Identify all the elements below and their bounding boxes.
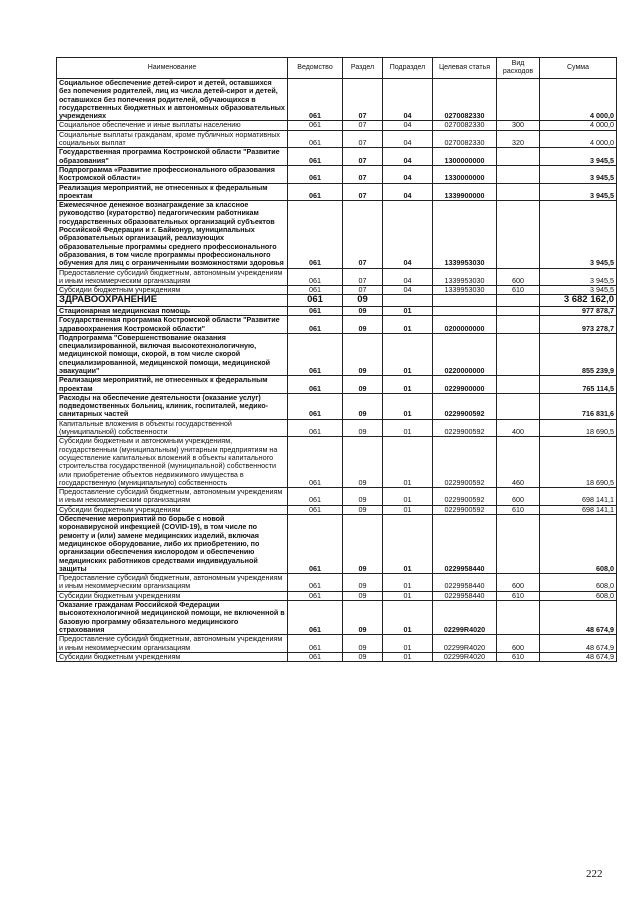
column-header-target-article: Целевая статья [433,58,497,79]
table-row [57,306,617,315]
department-code: 061 [288,201,343,268]
section-code: 09 [343,419,383,437]
amount: 716 831,6 [540,393,617,419]
target-article-code: 1339953030 [433,286,497,295]
table-row [57,268,617,286]
item-name: Субсидии бюджетным учреждениям [57,652,288,661]
section-code: 09 [343,652,383,661]
department-code: 061 [288,165,343,183]
subsection-code: 04 [383,201,433,268]
target-article-code: 02299R4020 [433,601,497,635]
table-row [57,121,617,130]
department-code: 061 [288,393,343,419]
amount: 608,0 [540,515,617,574]
table-row [57,437,617,488]
section-code: 07 [343,130,383,148]
department-code: 061 [288,268,343,286]
target-article-code: 0270082330 [433,130,497,148]
amount: 855 239,9 [540,333,617,375]
department-code: 061 [288,376,343,394]
subsection-code: 01 [383,591,433,600]
table-row [57,419,617,437]
subsection-code: 04 [383,268,433,286]
subsection-code: 01 [383,376,433,394]
section-code: 07 [343,79,383,121]
department-code: 061 [288,515,343,574]
item-name: Подпрограмма "Совершенствование оказания специализированной, включая высокотехнологичную, медицинской помощи, скорой, в том числе скорой специализированной, медицинской помощи, медицинской эвакуации" [57,333,288,375]
target-article-code: 0229900592 [433,505,497,514]
column-header-subsection: Подраздел [383,58,433,79]
target-article-code: 0270082330 [433,79,497,121]
target-article-code: 1339900000 [433,183,497,201]
section-code: 09 [343,488,383,506]
subsection-code: 01 [383,306,433,315]
table-row [57,515,617,574]
header-row [57,58,617,79]
subsection-code: 04 [383,165,433,183]
section-code: 09 [343,393,383,419]
amount: 3 945,5 [540,201,617,268]
table-row [57,183,617,201]
department-code: 061 [288,437,343,488]
table-row [57,148,617,166]
table-row [57,165,617,183]
table-row [57,488,617,506]
section-code: 09 [343,437,383,488]
department-code: 061 [288,635,343,653]
target-article-code: 0229900592 [433,393,497,419]
department-code: 061 [288,591,343,600]
target-article-code [433,306,497,315]
department-code: 061 [288,79,343,121]
subsection-code: 01 [383,393,433,419]
expense-type-code: 600 [497,488,540,506]
target-article-code: 0229958440 [433,515,497,574]
department-code: 061 [288,574,343,592]
table-row [57,601,617,635]
expense-type-code: 460 [497,437,540,488]
table-row [57,295,617,307]
department-code: 061 [288,488,343,506]
subsection-code [383,295,433,307]
expense-type-code [497,183,540,201]
item-name: Расходы на обеспечение деятельности (оказание услуг) подведомственных больниц, клиник, госпиталей, медико-санитарных частей [57,393,288,419]
amount: 3 682 162,0 [540,295,617,307]
item-name: Субсидии бюджетным учреждениям [57,591,288,600]
amount: 698 141,1 [540,488,617,506]
section-code: 07 [343,268,383,286]
section-code: 09 [343,601,383,635]
column-header-expense-type: Вид расходов [497,58,540,79]
target-article-code: 0270082330 [433,121,497,130]
amount: 4 000,0 [540,121,617,130]
section-code: 09 [343,306,383,315]
target-article-code: 1330000000 [433,165,497,183]
amount: 765 114,5 [540,376,617,394]
expense-type-code: 300 [497,121,540,130]
section-code: 07 [343,148,383,166]
item-name: Реализация мероприятий, не отнесенных к федеральным проектам [57,376,288,394]
subsection-code: 01 [383,437,433,488]
item-name: Социальное обеспечение и иные выплаты населению [57,121,288,130]
table-row [57,505,617,514]
item-name: Предоставление субсидий бюджетным, автономным учреждениям и иным некоммерческим организациям [57,268,288,286]
amount: 977 878,7 [540,306,617,315]
column-header-section: Раздел [343,58,383,79]
subsection-code: 04 [383,121,433,130]
department-code: 061 [288,419,343,437]
amount: 608,0 [540,591,617,600]
target-article-code: 0229900592 [433,437,497,488]
department-code: 061 [288,333,343,375]
amount: 18 690,5 [540,437,617,488]
item-name: Государственная программа Костромской области "Развитие образования" [57,148,288,166]
amount: 4 000,0 [540,79,617,121]
section-code: 09 [343,505,383,514]
target-article-code: 02299R4020 [433,652,497,661]
expense-type-code: 610 [497,505,540,514]
expense-type-code: 600 [497,268,540,286]
subsection-code: 04 [383,79,433,121]
expense-type-code [497,148,540,166]
column-header-department: Ведомство [288,58,343,79]
target-article-code: 0229958440 [433,591,497,600]
section-code: 09 [343,295,383,307]
table-row [57,393,617,419]
table-body [57,79,617,662]
item-name: Субсидии бюджетным и автономным учреждениям, государственным (муниципальным) унитарным предприятиям на осуществление капитальных вложений в объекты капитального строительства государственной (муниципальной) собственности или приобретение объектов недвижимого имущества в государственную (муниципальную) собственность [57,437,288,488]
section-code: 07 [343,165,383,183]
item-name: Стационарная медицинская помощь [57,306,288,315]
section-code: 07 [343,201,383,268]
department-code: 061 [288,295,343,307]
table-row [57,201,617,268]
item-name: ЗДРАВООХРАНЕНИЕ [57,295,288,307]
amount: 3 945,5 [540,268,617,286]
amount: 3 945,5 [540,165,617,183]
expense-type-code [497,79,540,121]
section-code: 09 [343,635,383,653]
expense-type-code [497,201,540,268]
subsection-code: 04 [383,130,433,148]
amount: 3 945,5 [540,148,617,166]
expense-type-code [497,165,540,183]
subsection-code: 01 [383,574,433,592]
expense-type-code [497,333,540,375]
item-name: Ежемесячное денежное вознаграждение за классное руководство (кураторство) педагогическим работникам государственных образовательных организаций субъектов Российской Федерации и г. Байконур, муниципальных образовательных организаций, реализующих образовательные программы среднего профессионального образования, в том числе программы профессионального обучения для лиц с ограниченными возможностями здоровья [57,201,288,268]
expense-type-code [497,601,540,635]
expense-type-code: 400 [497,419,540,437]
item-name: Капитальные вложения в объекты государственной (муниципальной) собственности [57,419,288,437]
target-article-code: 0220000000 [433,333,497,375]
table-row [57,591,617,600]
page-number: 222 [586,868,603,880]
subsection-code: 01 [383,488,433,506]
item-name: Социальное обеспечение детей-сирот и детей, оставшихся без попечения родителей, лиц из числа детей-сирот и детей, оставшихся без попечения родителей, обучающихся в государственных бюджетных и автономных образовательных учреждениях [57,79,288,121]
expense-type-code: 610 [497,286,540,295]
table-row [57,333,617,375]
expense-type-code: 610 [497,652,540,661]
section-code: 09 [343,515,383,574]
subsection-code: 04 [383,183,433,201]
department-code: 061 [288,183,343,201]
target-article-code: 1300000000 [433,148,497,166]
department-code: 061 [288,148,343,166]
amount: 698 141,1 [540,505,617,514]
target-article-code: 0229900592 [433,419,497,437]
column-header-amount: Сумма [540,58,617,79]
subsection-code: 01 [383,316,433,334]
amount: 3 945,5 [540,286,617,295]
amount: 608,0 [540,574,617,592]
subsection-code: 01 [383,515,433,574]
section-code: 07 [343,121,383,130]
department-code: 061 [288,601,343,635]
section-code: 09 [343,316,383,334]
target-article-code: 1339953030 [433,268,497,286]
department-code: 061 [288,286,343,295]
expense-type-code [497,393,540,419]
department-code: 061 [288,316,343,334]
section-code: 07 [343,286,383,295]
subsection-code: 01 [383,635,433,653]
department-code: 061 [288,652,343,661]
table-row [57,635,617,653]
item-name: Подпрограмма «Развитие профессионального образования Костромской области» [57,165,288,183]
item-name: Реализация мероприятий, не отнесенных к федеральным проектам [57,183,288,201]
table-row [57,130,617,148]
amount: 973 278,7 [540,316,617,334]
item-name: Предоставление субсидий бюджетным, автономным учреждениям и иным некоммерческим организациям [57,574,288,592]
table-row [57,376,617,394]
section-code: 09 [343,591,383,600]
item-name: Обеспечение мероприятий по борьбе с новой коронавирусной инфекцией (COVID-19), в том числе по ремонту и (или) замене медицинских изделий, включая медицинское оборудование, либо их приобретению, по организации обеспечения кислородом и обеспечению медицинских работников средствами индивидуальной защиты [57,515,288,574]
table-row [57,316,617,334]
expense-type-code [497,306,540,315]
amount: 3 945,5 [540,183,617,201]
department-code: 061 [288,306,343,315]
item-name: Предоставление субсидий бюджетным, автономным учреждениям и иным некоммерческим организациям [57,488,288,506]
target-article-code: 1339953030 [433,201,497,268]
section-code: 09 [343,333,383,375]
amount: 4 000,0 [540,130,617,148]
item-name: Государственная программа Костромской области "Развитие здравоохранения Костромской области" [57,316,288,334]
expense-type-code [497,295,540,307]
department-code: 061 [288,130,343,148]
item-name: Социальные выплаты гражданам, кроме публичных нормативных социальных выплат [57,130,288,148]
department-code: 061 [288,121,343,130]
expense-type-code [497,316,540,334]
expense-type-code: 600 [497,574,540,592]
expense-type-code: 610 [497,591,540,600]
target-article-code [433,295,497,307]
table-row [57,286,617,295]
subsection-code: 01 [383,419,433,437]
item-name: Субсидии бюджетным учреждениям [57,286,288,295]
department-code: 061 [288,505,343,514]
target-article-code: 02299R4020 [433,635,497,653]
section-code: 09 [343,376,383,394]
subsection-code: 01 [383,652,433,661]
expense-type-code: 600 [497,635,540,653]
column-header-name: Наименование [57,58,288,79]
target-article-code: 0229900000 [433,376,497,394]
target-article-code: 0200000000 [433,316,497,334]
target-article-code: 0229958440 [433,574,497,592]
subsection-code: 01 [383,601,433,635]
amount: 48 674,9 [540,601,617,635]
expense-type-code [497,515,540,574]
item-name: Предоставление субсидий бюджетным, автономным учреждениям и иным некоммерческим организациям [57,635,288,653]
amount: 18 690,5 [540,419,617,437]
item-name: Оказание гражданам Российской Федерации высокотехнологичной медицинской помощи, не включенной в базовую программу обязательного медицинского страхования [57,601,288,635]
subsection-code: 01 [383,333,433,375]
budget-table [56,57,617,662]
amount: 48 674,9 [540,652,617,661]
table-row [57,652,617,661]
expense-type-code: 320 [497,130,540,148]
section-code: 09 [343,574,383,592]
target-article-code: 0229900592 [433,488,497,506]
amount: 48 674,9 [540,635,617,653]
item-name: Субсидии бюджетным учреждениям [57,505,288,514]
expense-type-code [497,376,540,394]
subsection-code: 01 [383,505,433,514]
subsection-code: 04 [383,148,433,166]
subsection-code: 04 [383,286,433,295]
table-row [57,574,617,592]
section-code: 07 [343,183,383,201]
table-row [57,79,617,121]
